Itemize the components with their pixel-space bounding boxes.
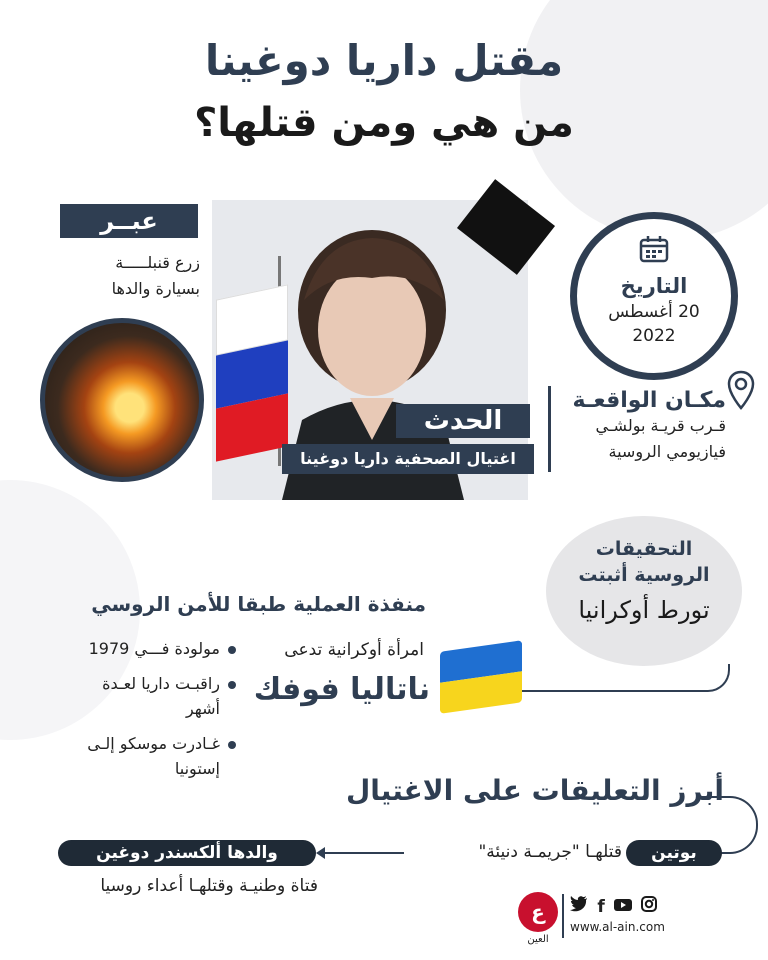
fact-text: غـادرت موسكو إلـى: [87, 734, 220, 753]
fact-text: مولودة فـــي 1979: [88, 639, 220, 658]
brand-name: العين: [527, 934, 549, 945]
via-tag: عبــر: [60, 204, 198, 238]
perpetrator-name: ناتاليا فوفك: [253, 672, 430, 707]
page-title: مقتل داريا دوغينا: [204, 36, 564, 85]
via-line: زرع قنبلـــــة: [115, 253, 200, 272]
divider: [548, 386, 551, 472]
perpetrator-claim: امرأة أوكرانية تدعى: [284, 640, 424, 660]
arrow-head-icon: [316, 847, 325, 859]
divider: [562, 894, 564, 938]
via-line: بسيارة والدها: [111, 279, 200, 298]
reactions-heading: أبرز التعليقات على الاغتيال: [345, 774, 724, 807]
location-line: قـرب قريـة بولشـي: [595, 416, 726, 435]
bullet-icon: [228, 646, 236, 654]
via-description: [30, 250, 200, 302]
fact-text: أشهر: [185, 699, 220, 718]
social-icons: [570, 896, 666, 918]
investigation-circle: [546, 516, 742, 666]
investigation-line: التحقيقات: [595, 538, 693, 560]
connector-line: [522, 664, 730, 692]
ukraine-flag: [440, 640, 522, 714]
perpetrator-heading: منفذة العملية طبقا للأمن الروسي: [91, 592, 426, 616]
location-title: مكـان الواقعـة: [572, 388, 726, 413]
location-block: [556, 388, 726, 465]
instagram-icon[interactable]: [641, 897, 657, 917]
date-year: 2022: [632, 326, 676, 346]
youtube-icon[interactable]: [614, 897, 637, 917]
list-item: [40, 671, 236, 721]
investigation-line: الروسية أثبتت: [578, 564, 710, 586]
bullet-icon: [228, 681, 236, 689]
putin-label: بوتين: [626, 840, 722, 866]
calendar-icon: [577, 235, 731, 270]
arrow-line: [322, 852, 404, 854]
car-fire-photo: [40, 318, 204, 482]
location-line: فيازيومي الروسية: [608, 442, 726, 461]
twitter-icon[interactable]: [570, 897, 593, 917]
page-subtitle: من هي ومن قتلها؟: [194, 100, 574, 146]
date-day: 20 أغسطس: [608, 302, 700, 322]
perpetrator-facts: [40, 636, 236, 781]
event-description: اغتيال الصحفية داريا دوغينا: [282, 444, 534, 474]
map-pin-icon: [727, 370, 755, 410]
investigation-conclusion: تورط أوكرانيا: [578, 596, 710, 624]
fact-text: إستونيا: [174, 759, 220, 778]
russia-flag: [216, 284, 288, 459]
putin-quote: قتلهـا "جريمـة دنيئة": [478, 842, 622, 862]
father-label: والدها ألكسندر دوغين: [58, 840, 316, 866]
list-item: [40, 731, 236, 781]
facebook-icon[interactable]: f: [597, 897, 605, 917]
list-item: [40, 636, 236, 661]
event-tag: الحدث: [396, 404, 530, 438]
brand-logo-icon: ع: [518, 892, 558, 932]
fact-text: راقبـت داريا لعـدة: [102, 674, 220, 693]
website-link[interactable]: www.al-ain.com: [570, 920, 665, 934]
father-quote: فتاة وطنيـة وقتلهـا أعداء روسيا: [100, 876, 318, 896]
date-circle: [570, 212, 738, 380]
date-label: التاريخ: [620, 274, 688, 298]
bullet-icon: [228, 741, 236, 749]
